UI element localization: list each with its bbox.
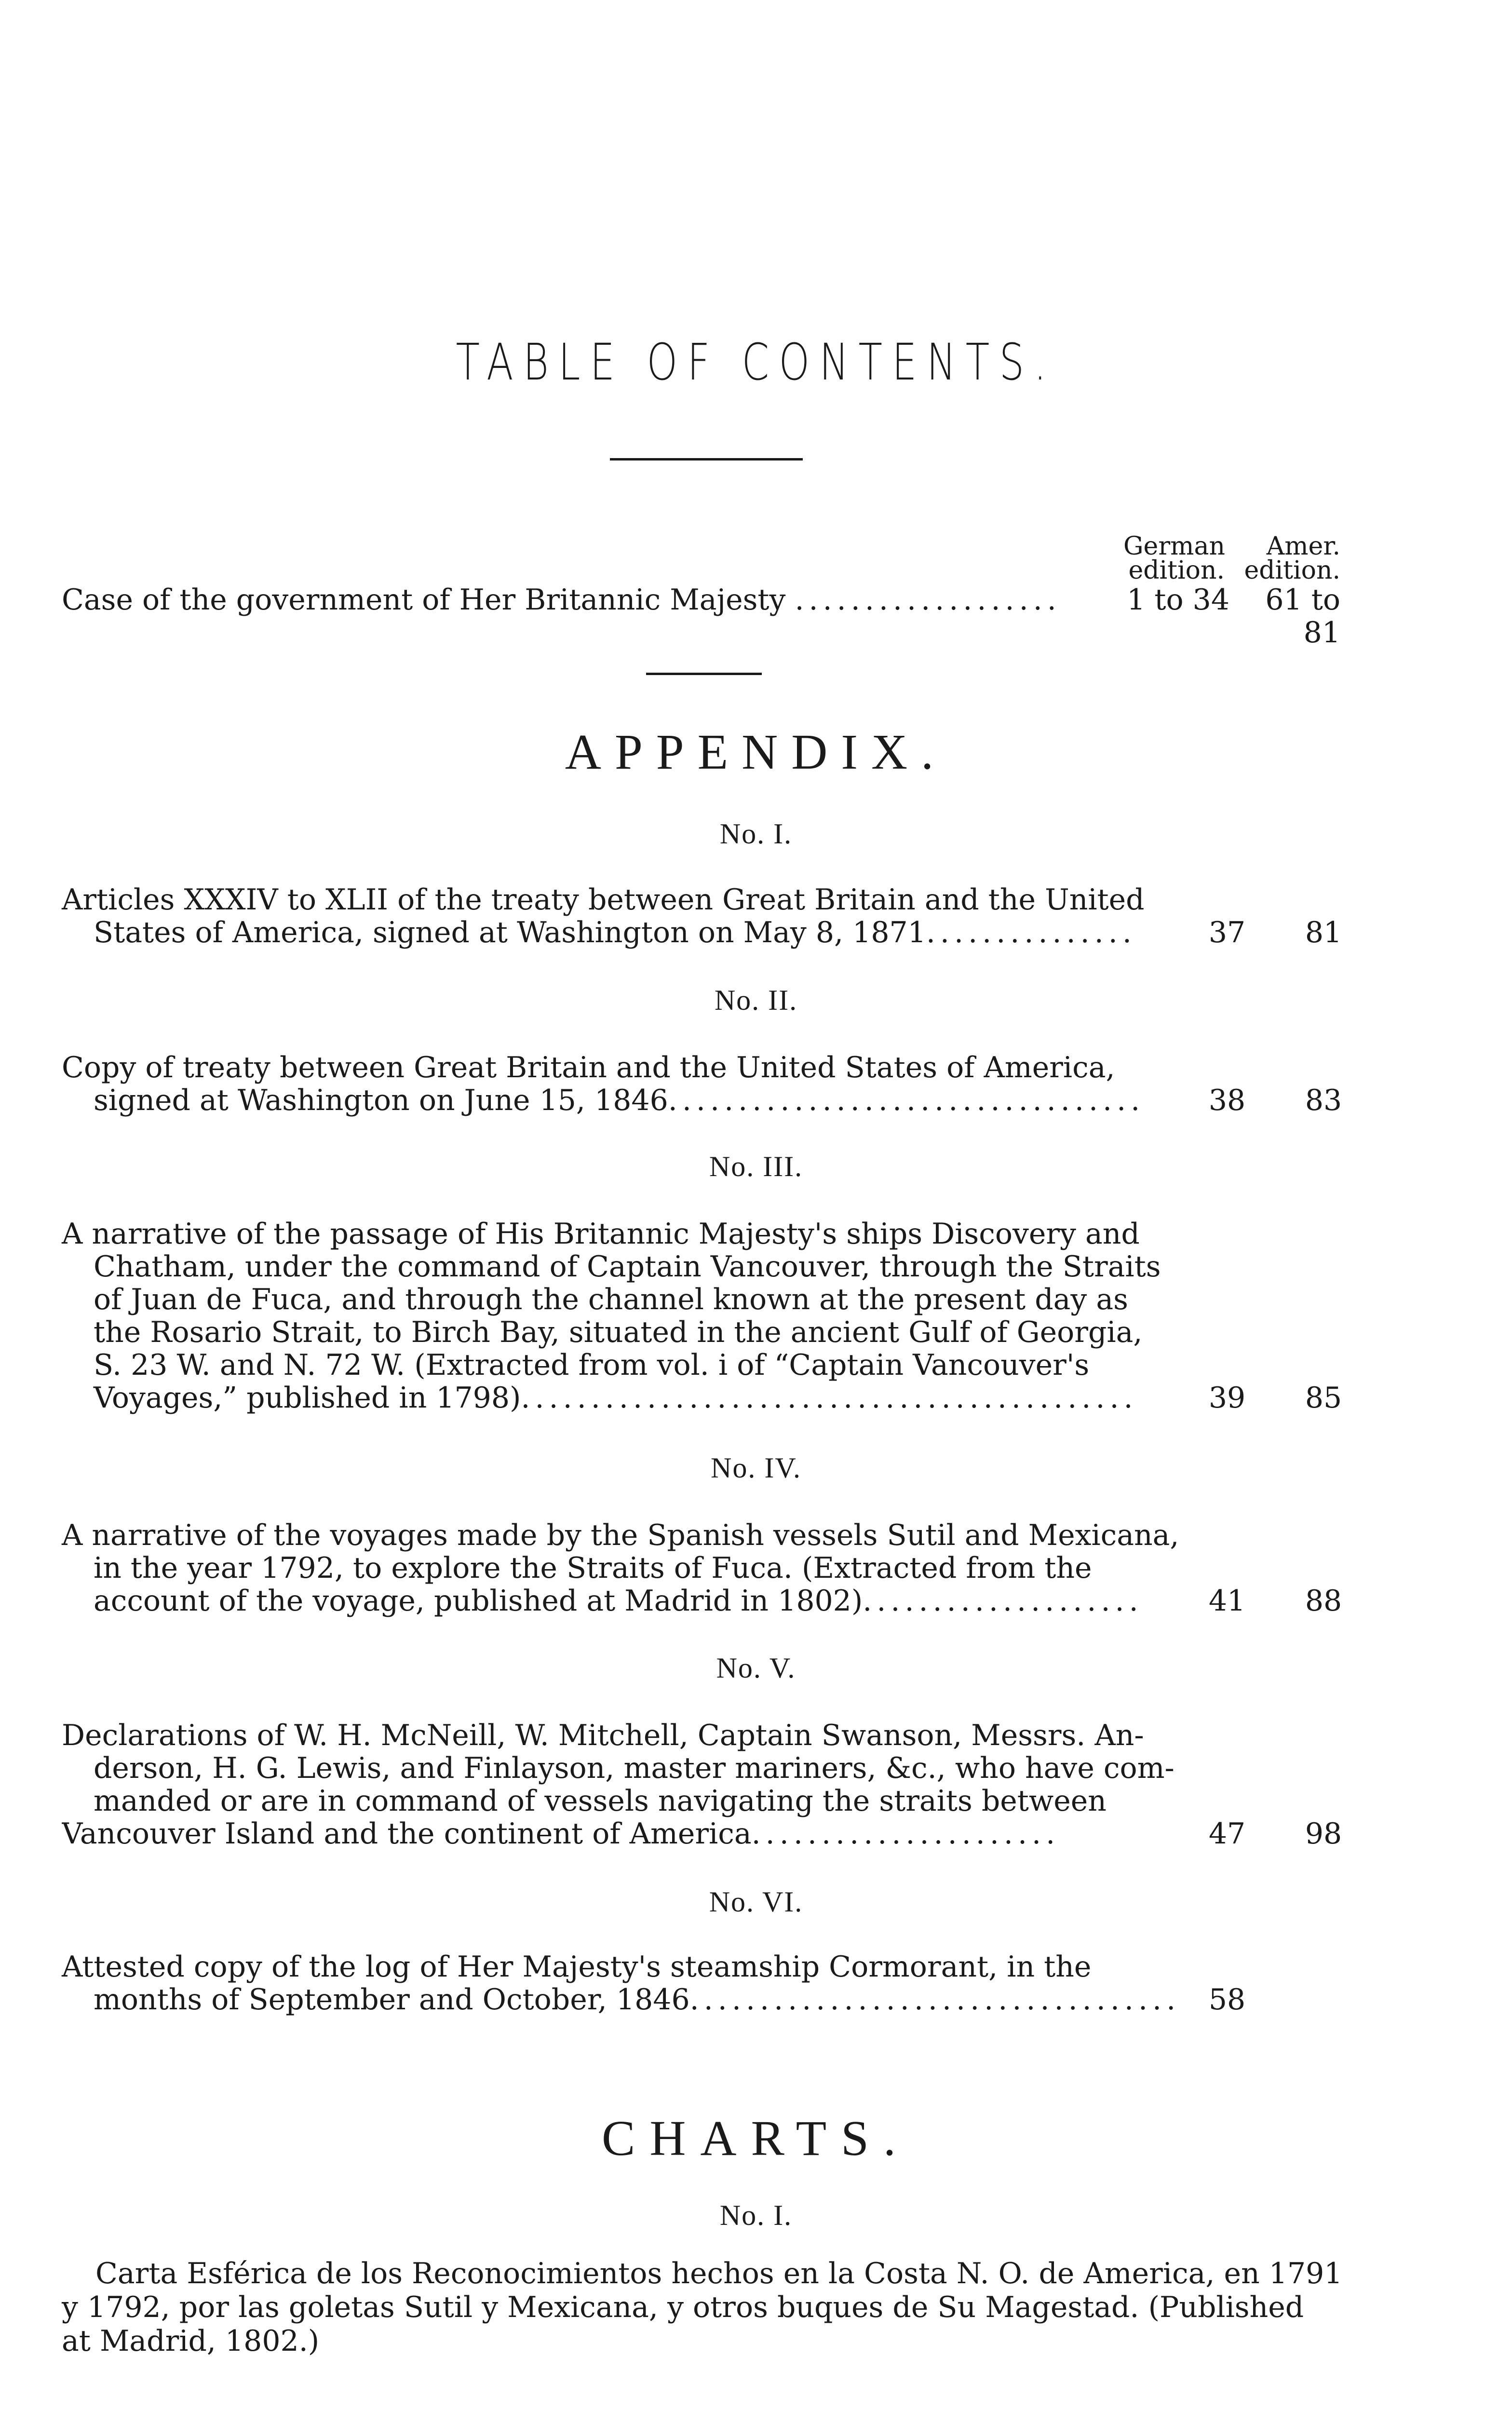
page-title: TABLE OF CONTENTS. — [456, 333, 1056, 392]
charts-heading: CHARTS. — [601, 2111, 911, 2166]
leader-dots: .................................. — [668, 1084, 1145, 1117]
entry-line: account of the voyage, published at Madrid in 1802) — [94, 1585, 863, 1617]
page-german: 58 — [1208, 1983, 1246, 2017]
entry-line: Attested copy of the log of Her Majesty's steamship Cormorant, in the — [62, 1950, 1092, 1984]
entry-line: Vancouver Island and the continent of America — [62, 1817, 752, 1850]
page-amer: 98 — [1305, 1817, 1342, 1851]
leader-dots: ................................... — [689, 1983, 1181, 2016]
leader-dots: .................... — [863, 1585, 1143, 1617]
appendix-number: No. I. — [719, 818, 793, 850]
toc-entry — [62, 883, 1185, 949]
entry-line: signed at Washington on June 15, 1846 — [94, 1084, 668, 1117]
column-heading-german: German edition. — [1123, 532, 1225, 585]
entry-line: Copy of treaty between Great Britain and the United States of America, — [62, 1051, 1115, 1084]
toc-entry — [62, 1719, 1185, 1850]
leader-dots: ................... — [795, 583, 1061, 616]
appendix-number: No. V. — [716, 1652, 796, 1684]
toc-entry — [62, 1950, 1185, 2016]
appendix-number: No. VI. — [709, 1886, 803, 1918]
section-rule — [646, 673, 762, 675]
entry-line: A narrative of the passage of His Britannic Majesty's ships Discovery and — [62, 1217, 1140, 1251]
toc-entry — [62, 1051, 1185, 1117]
leader-dots: ............................................ — [521, 1382, 1138, 1414]
page-german: 41 — [1208, 1584, 1246, 1618]
column-heading-amer: Amer. edition. — [1244, 532, 1340, 585]
appendix-number: No. II. — [714, 984, 798, 1016]
entry-line: months of September and October, 1846 — [94, 1983, 690, 2016]
entry-line: manded or are in command of vessels navigating the straits between — [94, 1784, 1107, 1818]
toc-entry-case — [62, 583, 1122, 616]
page-amer: 83 — [1305, 1084, 1342, 1117]
entry-line: the Rosario Strait, to Birch Bay, situated in the ancient Gulf of Georgia, — [94, 1315, 1143, 1349]
entry-line: in the year 1792, to explore the Straits of Fuca. (Extracted from the — [94, 1551, 1092, 1585]
appendix-number: No. IV. — [711, 1452, 801, 1484]
page-german: 37 — [1208, 916, 1246, 949]
entry-line: Articles XXXIV to XLII of the treaty between Great Britain and the United — [62, 883, 1145, 917]
entry-line: Carta Esférica de los Reconocimientos hechos en la Costa N. O. de America, en 1791 — [95, 2257, 1343, 2290]
page-german: 38 — [1208, 1084, 1246, 1117]
entry-line: A narrative of the voyages made by the Spanish vessels Sutil and Mexicana, — [62, 1518, 1179, 1552]
entry-line: Voyages,” published in 1798) — [94, 1382, 521, 1414]
page-german: 39 — [1208, 1381, 1246, 1415]
appendix-number: No. III. — [709, 1151, 803, 1182]
entry-line: S. 23 W. and N. 72 W. (Extracted from vol. i of “Captain Vancouver's — [94, 1348, 1090, 1382]
toc-entry — [62, 1519, 1185, 1617]
chart-entry — [62, 2257, 1344, 2358]
entry-line: States of America, signed at Washington on May 8, 1871 — [94, 916, 926, 949]
leader-dots: ............... — [926, 916, 1136, 949]
entry-text: Case of the government of Her Britannic Majesty — [62, 583, 786, 616]
entry-line: Chatham, under the command of Captain Vancouver, through the Straits — [94, 1250, 1161, 1284]
chart-number: No. I. — [719, 2199, 793, 2231]
entry-line: of Juan de Fuca, and through the channel known at the present day as — [94, 1283, 1128, 1316]
page-amer: 61 to 81 — [1265, 583, 1340, 650]
appendix-heading: APPENDIX. — [565, 724, 947, 780]
entry-line: Declarations of W. H. McNeill, W. Mitchell, Captain Swanson, Messrs. An- — [62, 1719, 1144, 1752]
entry-line: at Madrid, 1802.) — [62, 2324, 320, 2358]
page-amer: 85 — [1305, 1381, 1342, 1415]
page-german: 47 — [1208, 1817, 1246, 1851]
page-amer: 81 — [1305, 916, 1342, 949]
leader-dots: ...................... — [751, 1817, 1060, 1850]
entry-line: derson, H. G. Lewis, and Finlayson, master mariners, &c., who have com- — [94, 1751, 1174, 1785]
entry-line: y 1792, por las goletas Sutil y Mexicana, y otros buques de Su Magestad. (Published — [62, 2290, 1304, 2324]
page-amer: 88 — [1305, 1584, 1342, 1618]
title-rule — [610, 458, 803, 461]
page-german: 1 to 34 — [1127, 583, 1229, 617]
toc-entry — [62, 1218, 1185, 1414]
